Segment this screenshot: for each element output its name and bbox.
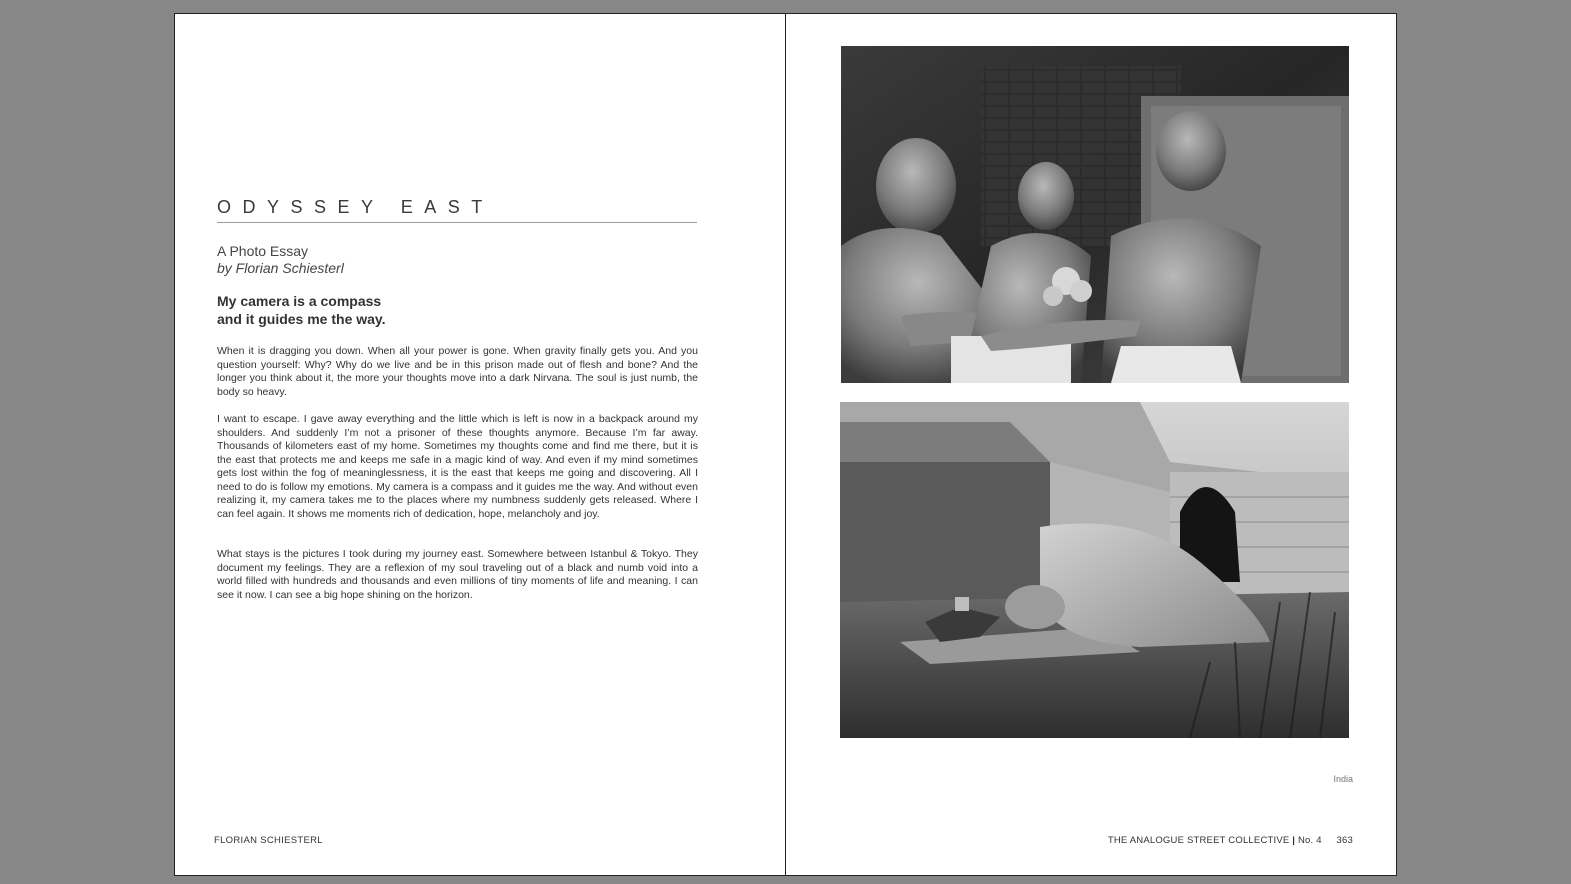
lead-quote: [217, 293, 617, 328]
publication-footer: [1108, 835, 1353, 846]
photo-caption: India: [1333, 774, 1353, 784]
footer-separator: |: [1292, 835, 1296, 846]
photo-three-monks-image: [841, 46, 1349, 383]
photo-prostrating-monk-image: [840, 402, 1349, 738]
body-paragraph-3: What stays is the pictures I took during my journey east. Somewhere between Istanbul & Tokyo. They document my feelings. They are a reflexion of my soul traveling out of a black and numb void into a world filled with hundreds and thousands and even millions of tiny moments of life and meaning. I can see it now. I can see a big hope shining on the horizon.: [217, 548, 698, 601]
issue-number: No. 4: [1297, 835, 1322, 846]
author-footer: FLORIAN SCHIESTERL: [214, 835, 323, 846]
left-page: [174, 13, 786, 876]
title-divider: [217, 222, 697, 223]
right-page: [785, 13, 1397, 876]
photo-three-monks-offering: [841, 46, 1349, 383]
lead-quote-line-2: and it guides me the way.: [217, 310, 386, 327]
body-paragraph-2: I want to escape. I gave away everything and the little which is left is now in a backpack around my shoulders. And suddenly I’m not a prisoner of these thoughts anymore. Because I’m far away. Thousands of kilometers east of my home. Sometimes my thoughts come and find me there, but it is the east that protects me and keeps me safe in a magic kind of way. And even if my mind sometimes gets lost within the fog of meaninglessness, it is the east that keeps me going and discovering. All I need to do is follow my emotions. My camera is a compass and it guides me the way. And without even realizing it, my camera takes me to the places where my numbness suddenly gets released. Where I can feel again. It shows me moments rich of dedication, hope, melancholy and joy.: [217, 413, 698, 520]
page-number: 363: [1336, 835, 1353, 846]
essay-subtitle: A Photo Essay: [217, 243, 309, 259]
publication-name: THE ANALOGUE STREET COLLECTIVE: [1107, 835, 1290, 846]
essay-byline: by Florian Schiesterl: [217, 260, 344, 276]
lead-quote-line-1: My camera is a compass: [217, 293, 382, 309]
body-paragraph-1: When it is dragging you down. When all your power is gone. When gravity finally gets you. And you question yourself: Why? Why do we live and be in this prison made out of flesh and bone? And the longer you think about it, the more your thoughts move into a dark Nirvana. The soul is just numb, the body so heavy.: [217, 345, 698, 398]
essay-title: ODYSSEY EAST: [217, 197, 494, 218]
photo-prostrating-monk: [840, 402, 1349, 738]
